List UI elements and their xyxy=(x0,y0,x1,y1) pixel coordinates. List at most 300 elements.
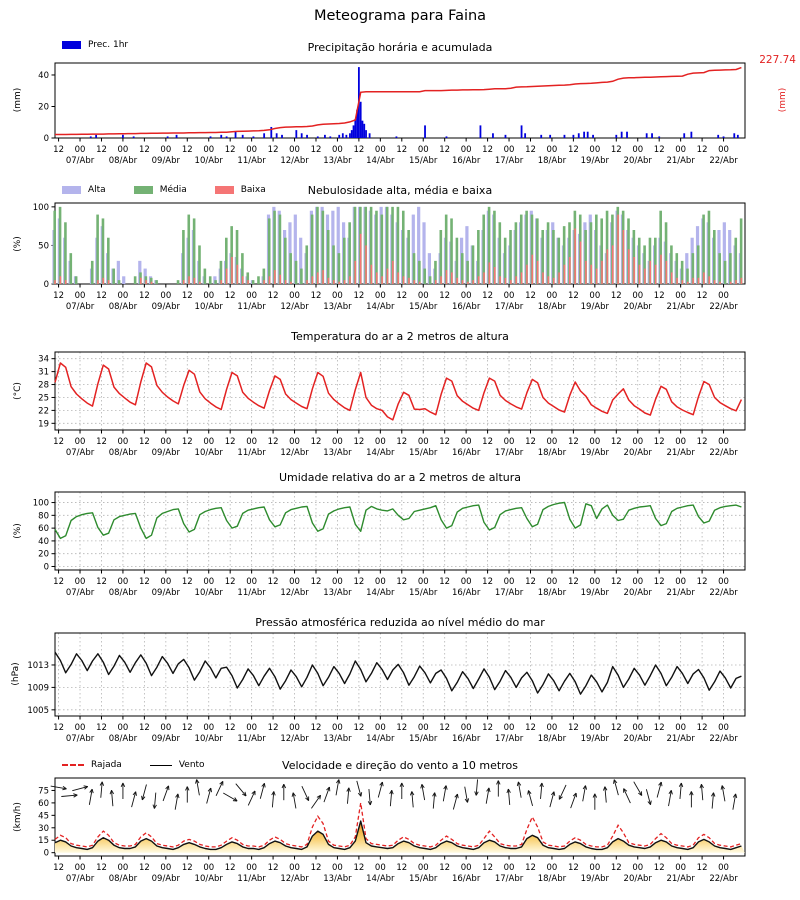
wind-arrow-head xyxy=(84,786,88,787)
ylabel-wind: (km/h) xyxy=(13,802,23,832)
precip-bar xyxy=(424,125,426,138)
precip-bar xyxy=(369,133,371,138)
hour-tick-label: 12 xyxy=(353,437,365,447)
hour-tick-label: 12 xyxy=(353,863,365,873)
hour-tick-label: 00 xyxy=(718,863,729,873)
hour-tick-label: 00 xyxy=(417,577,429,587)
date-tick-label: 18/Abr xyxy=(537,734,567,744)
hour-tick-label: 00 xyxy=(460,291,472,301)
precip-bar xyxy=(651,133,653,138)
date-tick-label: 22/Abr xyxy=(709,874,738,884)
precip-bar xyxy=(349,133,351,138)
date-tick-label: 18/Abr xyxy=(537,448,567,458)
date-tick-label: 12/Abr xyxy=(280,448,309,458)
cloud-bar-baixa xyxy=(408,278,410,284)
cloud-bar-média xyxy=(284,238,287,284)
precip-bar xyxy=(235,132,237,138)
cloud-bar-baixa xyxy=(322,270,324,284)
cloud-bar-média xyxy=(552,230,555,284)
hour-tick-label: 12 xyxy=(567,577,579,587)
precip-bar xyxy=(263,133,265,138)
cloud-bar-média xyxy=(429,276,432,284)
date-tick-label: 14/Abr xyxy=(366,448,395,458)
wind-arrow-head xyxy=(528,790,529,794)
hour-tick-label: 12 xyxy=(482,723,494,733)
hour-tick-label: 12 xyxy=(138,437,150,447)
hour-tick-label: 12 xyxy=(696,723,708,733)
date-tick-label: 18/Abr xyxy=(537,156,567,166)
date-tick-label: 12/Abr xyxy=(280,874,309,884)
cloud-bar-baixa xyxy=(397,272,399,284)
wind-arrow-head xyxy=(554,792,555,796)
cloud-bar-baixa xyxy=(54,280,56,284)
precip-bar xyxy=(295,130,297,138)
y-tick-label: 30 xyxy=(38,823,49,834)
hour-tick-label: 00 xyxy=(632,577,644,587)
hour-tick-label: 00 xyxy=(503,723,515,733)
hour-tick-label: 00 xyxy=(203,863,215,873)
date-tick-label: 20/Abr xyxy=(623,156,652,166)
rajada-label: Rajada xyxy=(91,760,122,770)
hour-tick-label: 00 xyxy=(117,723,129,733)
cloud-bar-baixa xyxy=(542,272,544,284)
precip-bar xyxy=(626,132,628,138)
precip-bar xyxy=(690,132,692,138)
precip-bar xyxy=(362,121,364,138)
date-tick-label: 20/Abr xyxy=(623,734,652,744)
y-tick-label: 1009 xyxy=(27,683,49,694)
cloud-bar-baixa xyxy=(741,278,743,284)
date-tick-label: 10/Abr xyxy=(194,734,223,744)
y-tick-label: 31 xyxy=(38,367,49,378)
date-tick-label: 12/Abr xyxy=(280,734,309,744)
y-tick-label: 0 xyxy=(43,562,49,573)
cloud-bar-baixa xyxy=(730,282,732,284)
date-tick-label: 19/Abr xyxy=(580,302,610,312)
cloud-bar-baixa xyxy=(489,262,491,284)
cloud-bar-baixa xyxy=(633,257,635,284)
cloud-bar-baixa xyxy=(698,278,700,284)
date-tick-label: 13/Abr xyxy=(323,302,352,312)
cloud-bar-baixa xyxy=(108,280,110,284)
wind-arrow-head xyxy=(457,794,458,798)
hour-tick-label: 12 xyxy=(96,723,107,733)
prec-1hr-swatch xyxy=(62,41,81,49)
wind-direction-arrows xyxy=(51,779,737,809)
precip-bar xyxy=(360,102,362,138)
date-tick-label: 08/Abr xyxy=(108,156,138,166)
date-tick-label: 21/Abr xyxy=(666,448,695,458)
date-tick-label: 22/Abr xyxy=(709,156,738,166)
wind-arrow-shaft xyxy=(311,795,320,808)
cloud-bar-média xyxy=(102,218,105,284)
cloud-bar-média xyxy=(708,211,711,284)
cloud-bar-média xyxy=(343,238,346,284)
cloud-bar-baixa xyxy=(371,265,373,284)
date-tick-label: 13/Abr xyxy=(323,734,352,744)
cloud-bar-média xyxy=(155,280,158,284)
hour-tick-label: 00 xyxy=(203,145,215,155)
precip-bar xyxy=(242,135,244,138)
date-tick-label: 07/Abr xyxy=(65,448,95,458)
cloud-bar-baixa xyxy=(553,278,555,284)
date-tick-label: 11/Abr xyxy=(237,588,266,598)
hour-tick-label: 12 xyxy=(224,723,236,733)
cloud-bar-média xyxy=(332,245,335,284)
cloud-bar-média xyxy=(423,269,426,284)
precip-bar xyxy=(167,136,169,138)
cloud-bar-baixa xyxy=(387,269,389,284)
hour-tick-label: 12 xyxy=(610,577,622,587)
wind-arrow-head xyxy=(721,786,722,790)
hour-tick-label: 12 xyxy=(138,577,150,587)
precip-bar xyxy=(583,132,585,138)
date-tick-label: 16/Abr xyxy=(451,156,481,166)
cloud-bar-baixa xyxy=(419,282,421,284)
precip-bar xyxy=(492,133,494,138)
cloud-bar-baixa xyxy=(655,265,657,284)
cloud-bar-baixa xyxy=(274,270,276,284)
hour-tick-label: 00 xyxy=(675,863,687,873)
hour-tick-label: 00 xyxy=(203,437,215,447)
hour-tick-label: 12 xyxy=(439,145,451,155)
accumulated-line xyxy=(55,68,741,135)
hour-tick-label: 12 xyxy=(310,145,322,155)
cloud-bar-baixa xyxy=(60,276,62,284)
date-tick-label: 21/Abr xyxy=(666,874,695,884)
cloud-bar-média xyxy=(338,253,341,284)
hour-tick-label: 12 xyxy=(610,291,622,301)
wind-arrow-head xyxy=(661,782,662,786)
hour-tick-label: 00 xyxy=(718,291,729,301)
baixa-label: Baixa xyxy=(240,185,266,195)
y-tick-label: 0 xyxy=(43,848,49,859)
wind-arrow-head xyxy=(92,789,93,793)
hour-tick-label: 12 xyxy=(224,145,236,155)
hour-tick-label: 00 xyxy=(632,145,644,155)
prec-1hr-label: Prec. 1hr xyxy=(88,40,129,50)
hour-tick-label: 12 xyxy=(53,723,64,733)
hour-tick-label: 12 xyxy=(181,577,193,587)
hour-tick-label: 12 xyxy=(96,145,107,155)
hour-tick-label: 12 xyxy=(567,437,579,447)
cloud-bar-baixa xyxy=(708,276,710,284)
wind-arrow-head xyxy=(292,793,293,797)
date-tick-label: 11/Abr xyxy=(237,734,266,744)
hour-tick-label: 00 xyxy=(160,291,172,301)
date-tick-label: 15/Abr xyxy=(409,734,438,744)
panel-title-wind: Velocidade e direção do vento a 10 metros xyxy=(282,759,518,772)
cloud-bar-baixa xyxy=(564,265,566,284)
hour-tick-label: 00 xyxy=(203,723,215,733)
hour-tick-label: 00 xyxy=(246,291,258,301)
precip-bar xyxy=(133,136,135,138)
cloud-bar-baixa xyxy=(279,275,281,284)
wind-arrow-head xyxy=(468,798,469,802)
y-tick-label: 25 xyxy=(38,393,49,404)
precip-bar xyxy=(220,135,222,138)
hour-tick-label: 12 xyxy=(353,577,365,587)
precip-bar xyxy=(521,125,523,138)
hour-tick-label: 12 xyxy=(567,863,579,873)
hour-tick-label: 00 xyxy=(460,723,472,733)
cloud-bar-baixa xyxy=(735,280,737,284)
cloud-bar-média xyxy=(381,215,384,284)
date-tick-label: 22/Abr xyxy=(709,588,738,598)
hour-tick-label: 00 xyxy=(374,863,386,873)
temperature-line xyxy=(55,363,741,420)
date-tick-label: 08/Abr xyxy=(108,588,138,598)
cloud-bar-baixa xyxy=(403,276,405,284)
hour-tick-label: 00 xyxy=(589,863,601,873)
cloud-bar-baixa xyxy=(499,276,501,284)
hour-tick-label: 00 xyxy=(718,145,729,155)
date-tick-label: 10/Abr xyxy=(194,156,223,166)
hour-tick-label: 00 xyxy=(332,437,343,447)
date-tick-label: 19/Abr xyxy=(580,448,610,458)
date-tick-label: 20/Abr xyxy=(623,588,652,598)
hour-tick-label: 12 xyxy=(525,291,536,301)
hour-tick-label: 00 xyxy=(289,723,300,733)
y-tick-label: 0 xyxy=(43,134,49,144)
wind-arrow-head xyxy=(361,792,362,796)
hour-tick-label: 12 xyxy=(224,437,236,447)
ylabel-precipitation: (mm) xyxy=(13,87,23,113)
wind-arrow-head xyxy=(142,796,143,800)
cloud-bar-média xyxy=(729,253,732,284)
date-tick-label: 18/Abr xyxy=(537,874,567,884)
hour-tick-label: 12 xyxy=(267,577,279,587)
hour-tick-label: 12 xyxy=(181,437,193,447)
wind-arrow-head xyxy=(613,780,614,784)
y-tick-label: 19 xyxy=(38,419,49,430)
hour-tick-label: 12 xyxy=(610,723,622,733)
hour-tick-label: 12 xyxy=(181,723,193,733)
date-tick-label: 14/Abr xyxy=(366,874,395,884)
cloud-bar-média xyxy=(252,280,255,284)
ylabel-cloudiness: (%) xyxy=(13,236,23,252)
date-tick-label: 07/Abr xyxy=(65,588,95,598)
cloud-bar-baixa xyxy=(472,280,474,284)
cloud-bar-média xyxy=(59,207,62,284)
date-tick-label: 15/Abr xyxy=(409,448,438,458)
cloud-bar-média xyxy=(295,261,298,284)
date-tick-label: 10/Abr xyxy=(194,448,223,458)
date-tick-label: 15/Abr xyxy=(409,302,438,312)
cloud-bar-baixa xyxy=(338,282,340,284)
hour-tick-label: 12 xyxy=(696,291,708,301)
date-tick-label: 07/Abr xyxy=(65,874,95,884)
panel-frame xyxy=(55,633,745,716)
y-tick-label: 80 xyxy=(38,511,49,522)
precip-bar xyxy=(281,135,283,138)
hour-tick-label: 12 xyxy=(267,723,279,733)
panel-frame xyxy=(55,63,745,138)
wind-arrow-head xyxy=(178,794,179,798)
cloud-bar-baixa xyxy=(269,276,271,284)
hour-tick-label: 12 xyxy=(224,863,236,873)
date-tick-label: 08/Abr xyxy=(108,448,138,458)
date-tick-label: 21/Abr xyxy=(666,588,695,598)
cloud-bar-baixa xyxy=(531,255,533,284)
cloud-bar-média xyxy=(204,269,207,284)
date-tick-label: 13/Abr xyxy=(323,588,352,598)
hour-tick-label: 00 xyxy=(675,291,687,301)
hour-tick-label: 00 xyxy=(632,291,644,301)
cloud-bar-média xyxy=(257,276,260,284)
hour-tick-label: 12 xyxy=(610,437,622,447)
cloud-bar-média xyxy=(69,253,72,284)
panel-pressure xyxy=(27,633,745,744)
precip-bar xyxy=(737,135,739,138)
ylabel-accumulated-right: (mm) xyxy=(778,87,788,113)
date-tick-label: 11/Abr xyxy=(237,156,266,166)
hour-tick-label: 00 xyxy=(203,291,215,301)
date-tick-label: 15/Abr xyxy=(409,156,438,166)
y-tick-label: 22 xyxy=(38,406,49,417)
hour-tick-label: 12 xyxy=(353,291,365,301)
y-tick-label: 20 xyxy=(38,102,49,113)
cloud-bar-média xyxy=(724,261,727,284)
alta-label: Alta xyxy=(88,185,106,195)
hour-tick-label: 00 xyxy=(160,723,172,733)
hour-tick-label: 00 xyxy=(718,437,729,447)
hour-tick-label: 00 xyxy=(117,145,129,155)
cloud-bar-média xyxy=(509,230,512,284)
hour-tick-label: 00 xyxy=(417,145,429,155)
precip-bar xyxy=(549,135,551,138)
panel-frame xyxy=(55,203,745,284)
hour-tick-label: 12 xyxy=(610,145,622,155)
date-tick-label: 12/Abr xyxy=(280,302,309,312)
date-tick-label: 17/Abr xyxy=(494,156,524,166)
cloud-bar-baixa xyxy=(505,278,507,284)
wind-arrow-shaft xyxy=(248,791,255,806)
cloud-bar-baixa xyxy=(344,280,346,284)
cloud-bar-baixa xyxy=(467,282,469,284)
precip-bar xyxy=(396,136,398,138)
cloud-bar-baixa xyxy=(97,280,99,284)
precip-bar xyxy=(646,133,648,138)
cloud-bar-média xyxy=(268,218,271,284)
date-tick-label: 08/Abr xyxy=(108,874,138,884)
cloud-bar-baixa xyxy=(140,278,142,284)
cloud-bar-baixa xyxy=(671,272,673,284)
precip-bar xyxy=(354,119,356,138)
hour-tick-label: 00 xyxy=(589,723,601,733)
cloud-bar-média xyxy=(740,218,743,284)
hour-tick-label: 00 xyxy=(460,863,472,873)
precip-bar xyxy=(329,136,331,138)
precip-bar xyxy=(324,135,326,138)
y-tick-label: 45 xyxy=(38,811,49,822)
cloud-bar-baixa xyxy=(649,261,651,284)
cloud-bar-baixa xyxy=(199,282,201,284)
accumulated-total-value: 227.74 xyxy=(759,54,796,66)
date-tick-label: 16/Abr xyxy=(451,302,481,312)
hour-tick-label: 00 xyxy=(503,577,515,587)
date-tick-label: 15/Abr xyxy=(409,588,438,598)
hour-tick-label: 12 xyxy=(310,291,322,301)
cloudiness-series xyxy=(52,207,742,284)
hour-tick-label: 00 xyxy=(160,863,172,873)
y-tick-label: 28 xyxy=(38,380,49,391)
panel-title-humidity: Umidade relativa do ar a 2 metros de altura xyxy=(278,471,522,484)
hour-tick-label: 12 xyxy=(96,863,107,873)
wind-arrow-head xyxy=(446,786,447,790)
precip-bar xyxy=(480,125,482,138)
date-tick-label: 10/Abr xyxy=(194,302,223,312)
precip-bar xyxy=(505,135,507,138)
hour-tick-label: 12 xyxy=(310,863,322,873)
cloud-bar-baixa xyxy=(719,282,721,284)
hour-tick-label: 00 xyxy=(117,291,129,301)
precip-bar xyxy=(351,130,353,138)
date-tick-label: 13/Abr xyxy=(323,874,352,884)
date-tick-label: 11/Abr xyxy=(237,874,266,884)
hour-tick-label: 12 xyxy=(53,145,64,155)
wind-arrow-shaft xyxy=(302,786,309,801)
legend-wind xyxy=(62,760,205,770)
hour-tick-label: 00 xyxy=(203,577,215,587)
cloud-bar-média xyxy=(440,230,443,284)
cloud-bar-baixa xyxy=(285,280,287,284)
hour-tick-label: 00 xyxy=(718,577,729,587)
hour-tick-label: 00 xyxy=(374,291,386,301)
date-tick-label: 13/Abr xyxy=(323,448,352,458)
hour-tick-label: 12 xyxy=(567,723,579,733)
wind-arrow-head xyxy=(211,788,212,792)
precip-bar xyxy=(95,135,97,138)
date-tick-label: 21/Abr xyxy=(666,302,695,312)
cloud-bar-média xyxy=(64,222,67,284)
hour-tick-label: 00 xyxy=(374,577,386,587)
precip-bar xyxy=(587,132,589,138)
precip-bar xyxy=(306,135,308,138)
hour-tick-label: 00 xyxy=(546,863,558,873)
cloud-bar-baixa xyxy=(456,278,458,284)
wind-arrow-head xyxy=(62,789,66,790)
date-tick-label: 09/Abr xyxy=(151,156,181,166)
hour-tick-label: 00 xyxy=(546,437,558,447)
hour-tick-label: 12 xyxy=(138,145,150,155)
cloud-bar-baixa xyxy=(312,276,314,284)
cloud-bar-baixa xyxy=(349,276,351,284)
hour-tick-label: 12 xyxy=(53,437,64,447)
panel-title-pressure: Pressão atmosférica reduzida ao nível médio do mar xyxy=(255,616,545,629)
date-tick-label: 10/Abr xyxy=(194,588,223,598)
hour-tick-label: 00 xyxy=(289,437,300,447)
cloud-bar-média xyxy=(198,245,201,284)
precip-bar xyxy=(317,136,319,138)
hour-tick-label: 00 xyxy=(632,863,644,873)
cloud-bar-média xyxy=(187,215,190,284)
page-title: Meteograma para Faina xyxy=(313,8,487,24)
cloud-bar-baixa xyxy=(247,280,249,284)
hour-tick-label: 12 xyxy=(439,437,451,447)
cloud-bar-baixa xyxy=(381,276,383,284)
hour-tick-label: 00 xyxy=(675,437,687,447)
hour-tick-label: 12 xyxy=(653,291,665,301)
hour-tick-label: 12 xyxy=(653,145,665,155)
hour-tick-label: 00 xyxy=(460,145,472,155)
date-tick-label: 13/Abr xyxy=(323,156,352,166)
hour-tick-label: 00 xyxy=(289,863,300,873)
cloud-bar-baixa xyxy=(515,276,517,284)
rajada-swatch xyxy=(62,764,84,766)
hour-tick-label: 00 xyxy=(632,723,644,733)
precip-bar xyxy=(122,135,124,138)
